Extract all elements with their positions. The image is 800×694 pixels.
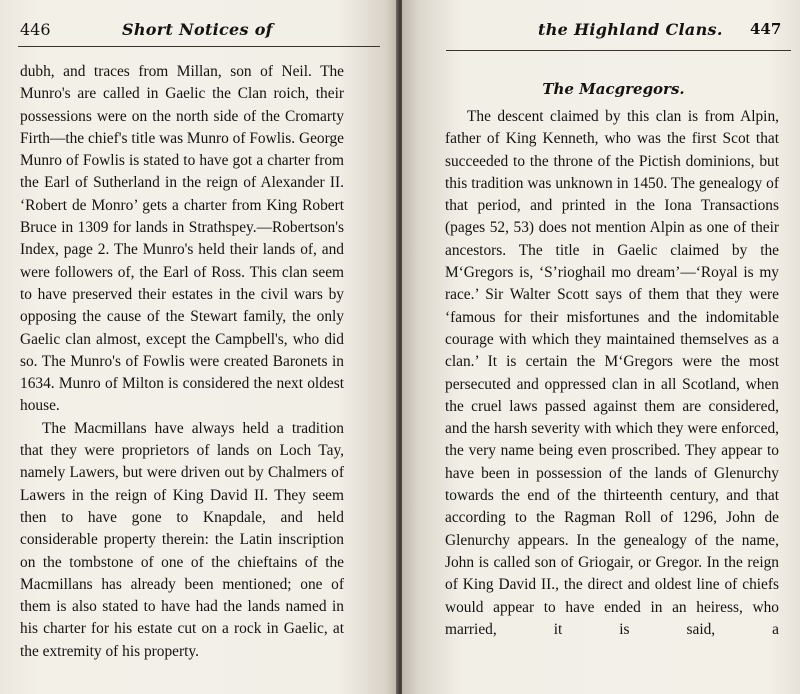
right-paragraph-1: The descent claimed by this clan is from Alpin, father of King Kenneth, who was the first Scot that succeeded to the throne of the Pictish dominions, but this tradition was unknown in 1450. The genealogy of that period, and printed in the Iona Transactions (pages 52, 53) does not mention Alpin as one of their ancestors. The title in Gaelic claimed by the M‘Gregors is, ‘S’rioghail mo dream’—‘Royal is my race.’ Sir Walter Scott says of them that they were ‘famous for their misfortunes and the indomitable courage with which they maintained themselves as a clan.’ It is certain the M‘Gregors were the most persecuted and oppressed clan in all Scotland, when the cruel laws passed against them are considered, and the harsh severity with which they were enforced, the very name being even proscribed. They appear to have been in possession of the lands of Glenurchy towards the end of the thirteenth century, and that according to the Ragman Roll of 1296, John de Glenurchy appears. In the genealogy of the name, John is called son of Griogair, or Gregor. In the reign of King David II., the direct and oldest line of chiefs would appear to have ended in an heiress, who married, it is said, a — [445, 108, 779, 638]
left-page — [0, 0, 398, 694]
left-paragraph-2: The Macmillans have always held a tradition that they were proprietors of lands on Loch Tay, namely Lawers, but were driven out by Chalmers of Lawers in the reign of King David II. They seem then to have gone to Knapdale, and held considerable property therein: the Latin inscription on the tombstone of one of the chieftains of the Macmillans has already been mentioned; one of them is also stated to have had the lands named in his charter for his estate cut on a rock in Gaelic, at the extremity of his property. — [20, 419, 344, 660]
left-page-number: 446 — [20, 20, 51, 39]
right-body-text — [445, 106, 779, 641]
section-title: The Macgregors. — [542, 80, 685, 98]
right-page-number: 447 — [750, 20, 782, 38]
right-header-rule — [446, 50, 791, 51]
left-body-text — [20, 61, 344, 663]
left-paragraph-1: dubh, and traces from Millan, son of Neil. The Munro's are called in Gaelic the Clan roich, their possessions were on the north side of the Cromarty Firth—the chief's title was Munro of Fowlis. George Munro of Fowlis is stated to have got a charter from the Earl of Sutherland in the reign of Alexander II. ‘Robert de Monro’ gets a charter from King Robert Bruce in 1309 for lands in Strathspey.—Robertson's Index, page 2. The Munro's held their lands of, and were followers of, the Earl of Ross. This clan seem to have preserved their estates in the civil wars by opposing the cause of the Stewart family, the only Gaelic clan almost, except the Campbell's, who did so. The Munro's of Fowlis were created Baronets in 1634. Munro of Milton is considered the next oldest house. — [20, 63, 344, 415]
left-header-rule — [18, 46, 380, 47]
left-running-head: Short Notices of — [122, 20, 273, 39]
right-page — [402, 0, 800, 694]
right-running-head: the Highland Clans. — [538, 20, 723, 39]
